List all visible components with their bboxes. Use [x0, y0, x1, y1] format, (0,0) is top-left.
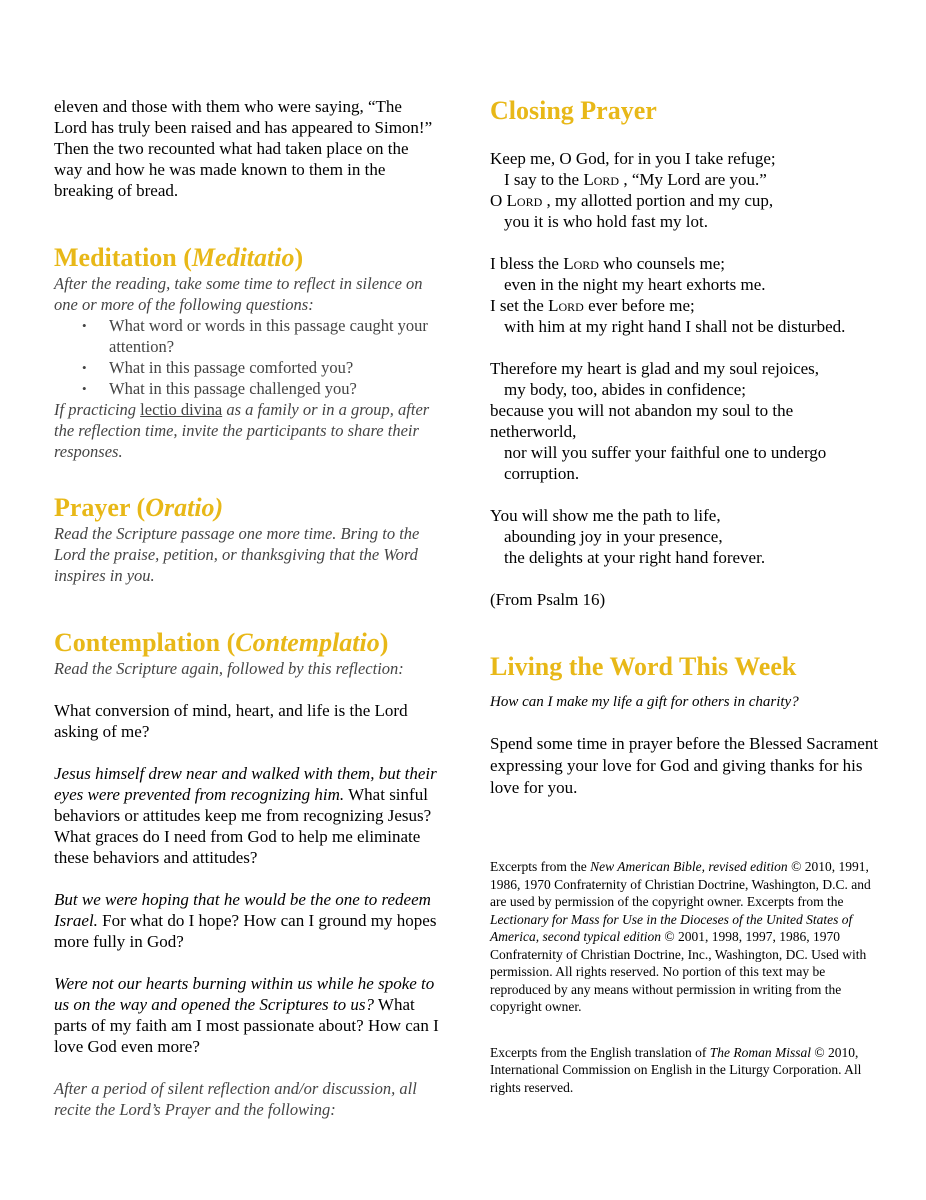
contemplation-question: What conversion of mind, heart, and life is the Lord asking of me?	[54, 701, 408, 741]
reflection-3: Were not our hearts burning within us while he spoke to us on the way and opened the Scriptures to us? What parts of my faith am I most passionate about? How can I love God even more?	[54, 974, 439, 1056]
prayer-instruction: Read the Scripture passage one more time. Bring to the Lord the praise, petition, or thanksgiving that the Word inspires in you.	[54, 524, 420, 585]
living-word-text: Spend some time in prayer before the Blessed Sacrament expressing your love for God and giving thanks for his love for you.	[490, 734, 879, 797]
reading-continuation: eleven and those with them who were saying, “The Lord has truly been raised and has appeared to Simon!” Then the two recounted what had taken place on the way and how he was made known to them in the breaking of bread.	[54, 97, 433, 200]
group-instruction: If practicing lectio divina as a family or in a group, after the reflection time, invite the participants to share their responses.	[54, 400, 430, 461]
list-item: • What in this passage comforted you?	[82, 357, 439, 378]
right-column	[490, 96, 880, 1096]
prayer-heading: Prayer (Oratio)	[54, 493, 224, 522]
psalm-stanza-4: You will show me the path to life, abounding joy in your presence, the delights at your right hand forever.	[490, 506, 766, 567]
lectio-divina-link[interactable]: lectio divina	[140, 400, 223, 419]
copyright-notice-2: Excerpts from the English translation of The Roman Missal © 2010, International Commission on English in the Liturgy Corporation. All rights reserved.	[490, 1044, 862, 1095]
reflection-1: Jesus himself drew near and walked with them, but their eyes were prevented from recognizing him. What sinful behaviors or attitudes keep me from recognizing Jesus? What graces do I need from God to help me eliminate these behaviors and attitudes?	[54, 764, 437, 867]
psalm-stanza-3: Therefore my heart is glad and my soul rejoices, my body, too, abides in confidence; because you will not abandon my soul to the netherworld, nor will you suffer your faithful one to undergo corruption.	[490, 359, 827, 483]
left-column	[54, 96, 439, 1120]
contemplation-instruction: Read the Scripture again, followed by this reflection:	[54, 659, 404, 678]
closing-instruction: After a period of silent reflection and/or discussion, all recite the Lord’s Prayer and the following:	[54, 1079, 417, 1119]
psalm-stanza-1: Keep me, O God, for in you I take refuge; I say to the Lord , “My Lord are you.” O Lord , my allotted portion and my cup, you it is who hold fast my lot.	[490, 149, 776, 231]
meditation-instruction: After the reading, take some time to reflect in silence on one or more of the following questions:	[54, 274, 423, 314]
living-word-question: How can I make my life a gift for others in charity?	[490, 694, 799, 710]
meditation-questions	[54, 315, 439, 399]
living-word-heading: Living the Word This Week	[490, 652, 797, 681]
reflection-2: But we were hoping that he would be the one to redeem Israel. For what do I hope? How can I ground my hopes more fully in God?	[54, 890, 437, 951]
list-item: • What word or words in this passage caught your attention?	[82, 315, 439, 357]
meditation-heading: Meditation (Meditatio)	[54, 243, 304, 272]
psalm-source: (From Psalm 16)	[490, 590, 606, 609]
list-item: • What in this passage challenged you?	[82, 378, 439, 399]
copyright-notice-1: Excerpts from the New American Bible, revised edition © 2010, 1991, 1986, 1970 Confraternity of Christian Doctrine, Washington, D.C. and are used by permission of the copyright owner. Excerpts from the Lectionary for Mass for Use in the Dioceses of the United States of America, second typical edition © 2001, 1998, 1997, 1986, 1970 Confraternity of Christian Doctrine, Inc., Washington, DC. Used with permission. All rights reserved. No portion of this text may be reproduced by any means without permission in writing from the copyright owner.	[490, 859, 871, 1014]
closing-prayer-heading: Closing Prayer	[490, 96, 657, 125]
psalm-stanza-2: I bless the Lord who counsels me; even in the night my heart exhorts me. I set the Lord ever before me; with him at my right hand I shall not be disturbed.	[490, 254, 846, 336]
contemplation-heading: Contemplation (Contemplatio)	[54, 628, 389, 657]
